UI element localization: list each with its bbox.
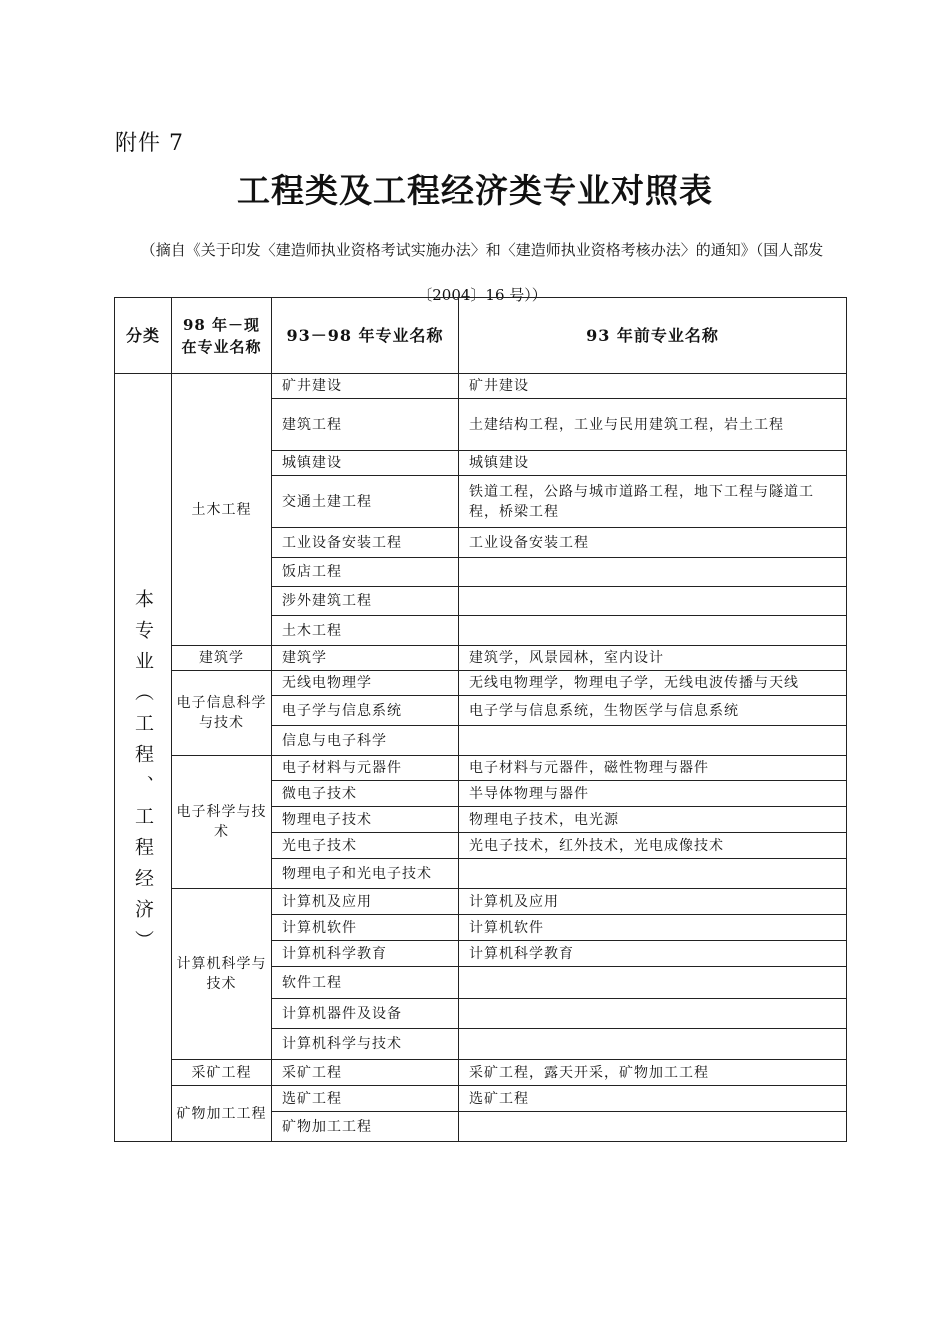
header-pre-93-major: 93 年前专业名称 xyxy=(459,298,847,374)
major-93-98-cell: 选矿工程 xyxy=(272,1086,459,1112)
table-row xyxy=(115,671,847,696)
major-93-98-cell: 涉外建筑工程 xyxy=(272,587,459,616)
table-header-row xyxy=(115,298,847,374)
table-body xyxy=(115,374,847,1142)
header-93-98-major: 93－98 年专业名称 xyxy=(272,298,459,374)
major-pre-93-cell xyxy=(459,726,847,756)
major-pre-93-cell: 计算机及应用 xyxy=(459,889,847,915)
major-pre-93-cell: 物理电子技术，电光源 xyxy=(459,807,847,833)
current-major-cell: 电子信息科学与技术 xyxy=(172,671,272,756)
source-note: （摘自《关于印发〈建造师执业资格考试实施办法〉和〈建造师执业资格考核办法〉的通知》（国人部发〔2004〕16 号）） xyxy=(140,241,824,304)
major-93-98-cell: 微电子技术 xyxy=(272,781,459,807)
major-93-98-cell: 光电子技术 xyxy=(272,833,459,859)
major-pre-93-cell: 半导体物理与器件 xyxy=(459,781,847,807)
header-category: 分类 xyxy=(115,298,172,374)
major-93-98-cell: 饭店工程 xyxy=(272,558,459,587)
major-pre-93-cell: 光电子技术，红外技术，光电成像技术 xyxy=(459,833,847,859)
major-93-98-cell: 计算机软件 xyxy=(272,915,459,941)
major-pre-93-cell xyxy=(459,1029,847,1060)
major-pre-93-cell: 计算机软件 xyxy=(459,915,847,941)
major-pre-93-cell xyxy=(459,859,847,889)
current-major-cell: 矿物加工工程 xyxy=(172,1086,272,1142)
table-row xyxy=(115,646,847,671)
major-pre-93-cell xyxy=(459,999,847,1029)
major-pre-93-cell: 无线电物理学，物理电子学，无线电波传播与天线 xyxy=(459,671,847,696)
annex-label: 附件 7 xyxy=(115,131,184,156)
major-pre-93-cell: 电子材料与元器件，磁性物理与器件 xyxy=(459,756,847,781)
current-major-cell: 电子科学与技术 xyxy=(172,756,272,889)
major-pre-93-cell: 城镇建设 xyxy=(459,451,847,476)
major-93-98-cell: 工业设备安装工程 xyxy=(272,528,459,558)
major-93-98-cell: 电子材料与元器件 xyxy=(272,756,459,781)
table-row xyxy=(115,374,847,399)
major-pre-93-cell: 采矿工程，露天开采，矿物加工工程 xyxy=(459,1060,847,1086)
major-93-98-cell: 计算机及应用 xyxy=(272,889,459,915)
current-major-cell: 建筑学 xyxy=(172,646,272,671)
table-row xyxy=(115,1086,847,1112)
major-comparison-table xyxy=(114,297,847,1142)
major-pre-93-cell: 矿井建设 xyxy=(459,374,847,399)
major-93-98-cell: 矿物加工工程 xyxy=(272,1112,459,1142)
major-93-98-cell: 土木工程 xyxy=(272,616,459,646)
table-row xyxy=(115,1060,847,1086)
major-pre-93-cell: 选矿工程 xyxy=(459,1086,847,1112)
major-93-98-cell: 采矿工程 xyxy=(272,1060,459,1086)
major-pre-93-cell: 铁道工程，公路与城市道路工程，地下工程与隧道工程，桥梁工程 xyxy=(459,476,847,528)
major-pre-93-cell: 计算机科学教育 xyxy=(459,941,847,967)
major-93-98-cell: 电子学与信息系统 xyxy=(272,696,459,726)
major-93-98-cell: 建筑工程 xyxy=(272,399,459,451)
major-93-98-cell: 建筑学 xyxy=(272,646,459,671)
table-row xyxy=(115,889,847,915)
major-pre-93-cell xyxy=(459,616,847,646)
table-row xyxy=(115,756,847,781)
major-93-98-cell: 软件工程 xyxy=(272,967,459,999)
current-major-cell: 计算机科学与技术 xyxy=(172,889,272,1060)
major-pre-93-cell: 建筑学，风景园林，室内设计 xyxy=(459,646,847,671)
major-pre-93-cell xyxy=(459,558,847,587)
major-93-98-cell: 物理电子和光电子技术 xyxy=(272,859,459,889)
major-pre-93-cell: 电子学与信息系统，生物医学与信息系统 xyxy=(459,696,847,726)
current-major-cell: 采矿工程 xyxy=(172,1060,272,1086)
major-93-98-cell: 计算机科学与技术 xyxy=(272,1029,459,1060)
major-93-98-cell: 信息与电子科学 xyxy=(272,726,459,756)
current-major-cell: 土木工程 xyxy=(172,374,272,646)
major-93-98-cell: 交通土建工程 xyxy=(272,476,459,528)
major-93-98-cell: 物理电子技术 xyxy=(272,807,459,833)
major-93-98-cell: 矿井建设 xyxy=(272,374,459,399)
major-93-98-cell: 计算机器件及设备 xyxy=(272,999,459,1029)
major-93-98-cell: 无线电物理学 xyxy=(272,671,459,696)
major-pre-93-cell: 工业设备安装工程 xyxy=(459,528,847,558)
major-pre-93-cell xyxy=(459,1112,847,1142)
major-pre-93-cell: 土建结构工程，工业与民用建筑工程，岩土工程 xyxy=(459,399,847,451)
major-93-98-cell: 城镇建设 xyxy=(272,451,459,476)
category-cell xyxy=(115,374,172,1142)
page-title: 工程类及工程经济类专业对照表 xyxy=(237,171,713,210)
major-pre-93-cell xyxy=(459,967,847,999)
header-current-major: 98 年－现在专业名称 xyxy=(172,298,272,374)
category-vertical-label: 本专业（工程、工程经济） xyxy=(132,588,154,961)
major-93-98-cell: 计算机科学教育 xyxy=(272,941,459,967)
major-pre-93-cell xyxy=(459,587,847,616)
